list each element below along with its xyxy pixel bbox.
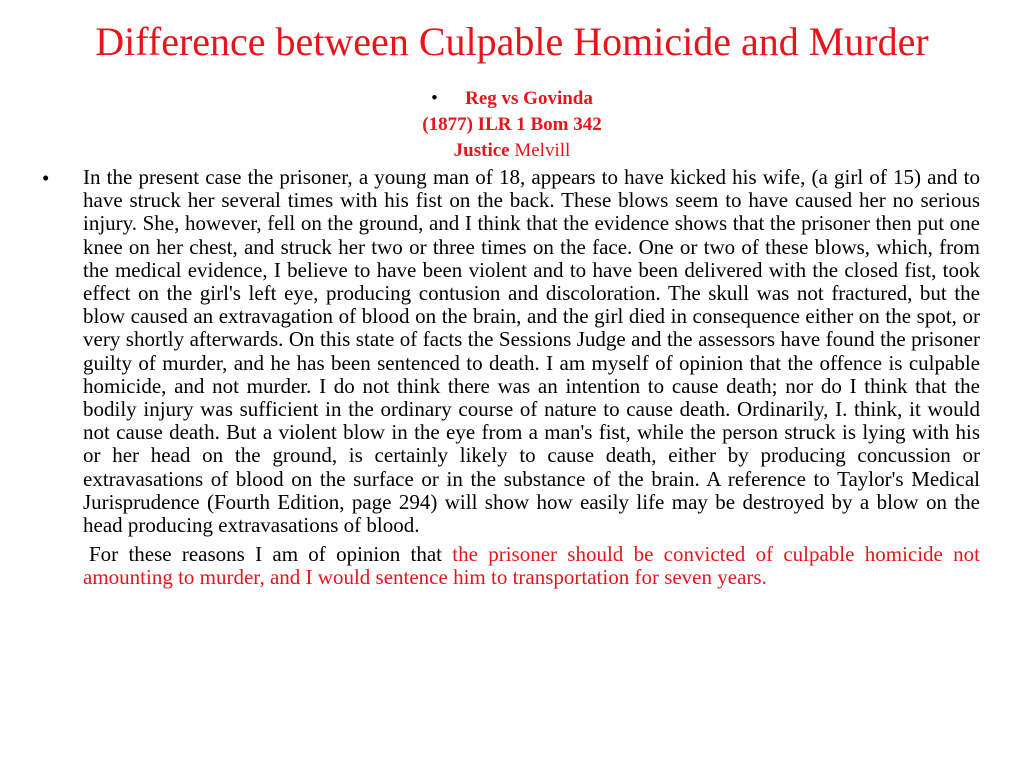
judgment-text — [83, 166, 980, 590]
paragraph-2-conclusion: the prisoner should be convicted of culpable homicide not amounting to murder, and I would sentence him to transportation for seven years. — [83, 542, 980, 590]
judgment-paragraph-1: In the present case the prisoner, a young man of 18, appears to have kicked his wife, (a girl of 15) and to have struck her several times with his fist on the back. These blows seem to have caused her no serious injury. She, however, fell on the ground, and I think that the evidence shows that the prisoner then put one knee on her chest, and struck her two or three times on the face. One or two of these blows, which, from the medical evidence, I believe to have been violent and to have been delivered with the closed fist, took effect on the girl's left eye, producing contusion and discoloration. The skull was not fractured, but the blow caused an extravagation of blood on the brain, and the girl died in consequence either on the spot, or very shortly afterwards. On this state of facts the Sessions Judge and the assessors have found the prisoner guilty of murder, and he has been sentenced to death. I am myself of opinion that the offence is culpable homicide, and not murder. I do not think there was an intention to cause death; nor do I think that the bodily injury was sufficient in the ordinary course of nature to cause death. Ordinarily, I. think, it would not cause death. But a violent blow in the eye from a man's fist, while the person struck is lying with his or her head on the ground, is certainly likely to cause death, either by producing concussion or extravasations of blood on the surface or in the substance of the brain. A reference to Taylor's Medical Jurisprudence (Fourth Edition, page 294) will show how easily life may be destroyed by a blow on the head producing extravasations of blood. — [83, 165, 980, 538]
case-bullet: • — [431, 88, 438, 109]
justice-name: Melvill — [514, 140, 571, 161]
body-bullet: • — [42, 166, 50, 190]
case-name-line — [0, 86, 1024, 112]
slide-title: Difference between Culpable Homicide and Murder — [95, 19, 929, 64]
case-name: Reg vs Govinda — [465, 88, 593, 109]
case-citation: (1877) ILR 1 Bom 342 — [422, 114, 602, 135]
paragraph-2-lead: For these reasons I am of opinion that — [89, 542, 453, 567]
case-justice-line — [0, 138, 1024, 164]
judgment-paragraph-2 — [83, 543, 980, 589]
case-reference — [0, 86, 1024, 164]
justice-label: Justice — [453, 140, 510, 161]
